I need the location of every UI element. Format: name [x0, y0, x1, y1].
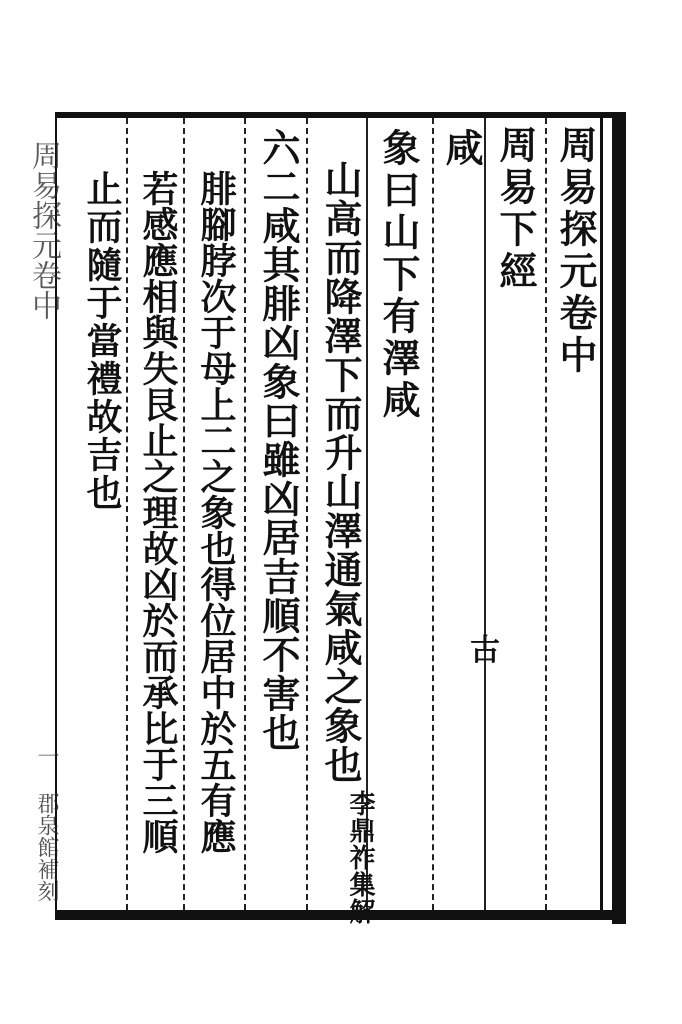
text-column-5: 若感應相與失艮止之理故凶於而承比于三順 [137, 170, 179, 854]
column-rule [432, 118, 434, 910]
column-rule [306, 118, 308, 910]
left-edge-text: 周易探元卷中 [26, 140, 61, 320]
left-edge-bottom: 一 郡泉館補刻 [34, 745, 59, 902]
page-border-right [612, 112, 626, 924]
column-rule [183, 118, 185, 910]
stray-mark: 古 [470, 633, 500, 668]
text-column-6: 止而隨于當禮故吉也 [81, 170, 123, 512]
book-title: 周易探元卷中 [553, 125, 598, 377]
annotation-small: 李鼎祚集解 [345, 790, 375, 925]
hexagram-marker: 咸 [439, 128, 484, 170]
column-rule [126, 118, 128, 910]
text-column-1: 象曰山下有澤咸 [376, 128, 421, 422]
section-label: 周易下經 [493, 125, 538, 293]
page-border-right-inner [600, 118, 603, 918]
column-rule [244, 118, 246, 910]
column-rule [545, 118, 547, 910]
page-border-top [55, 112, 625, 118]
text-column-2: 山高而降澤下而升山澤通氣咸之象也 [318, 160, 363, 784]
text-column-3: 六二咸其腓凶象曰雖凶居吉順不害也 [256, 128, 301, 752]
text-column-4: 腓腳脖次于母上二之象也得位居中於五有應 [195, 170, 237, 854]
column-rule [484, 118, 486, 910]
